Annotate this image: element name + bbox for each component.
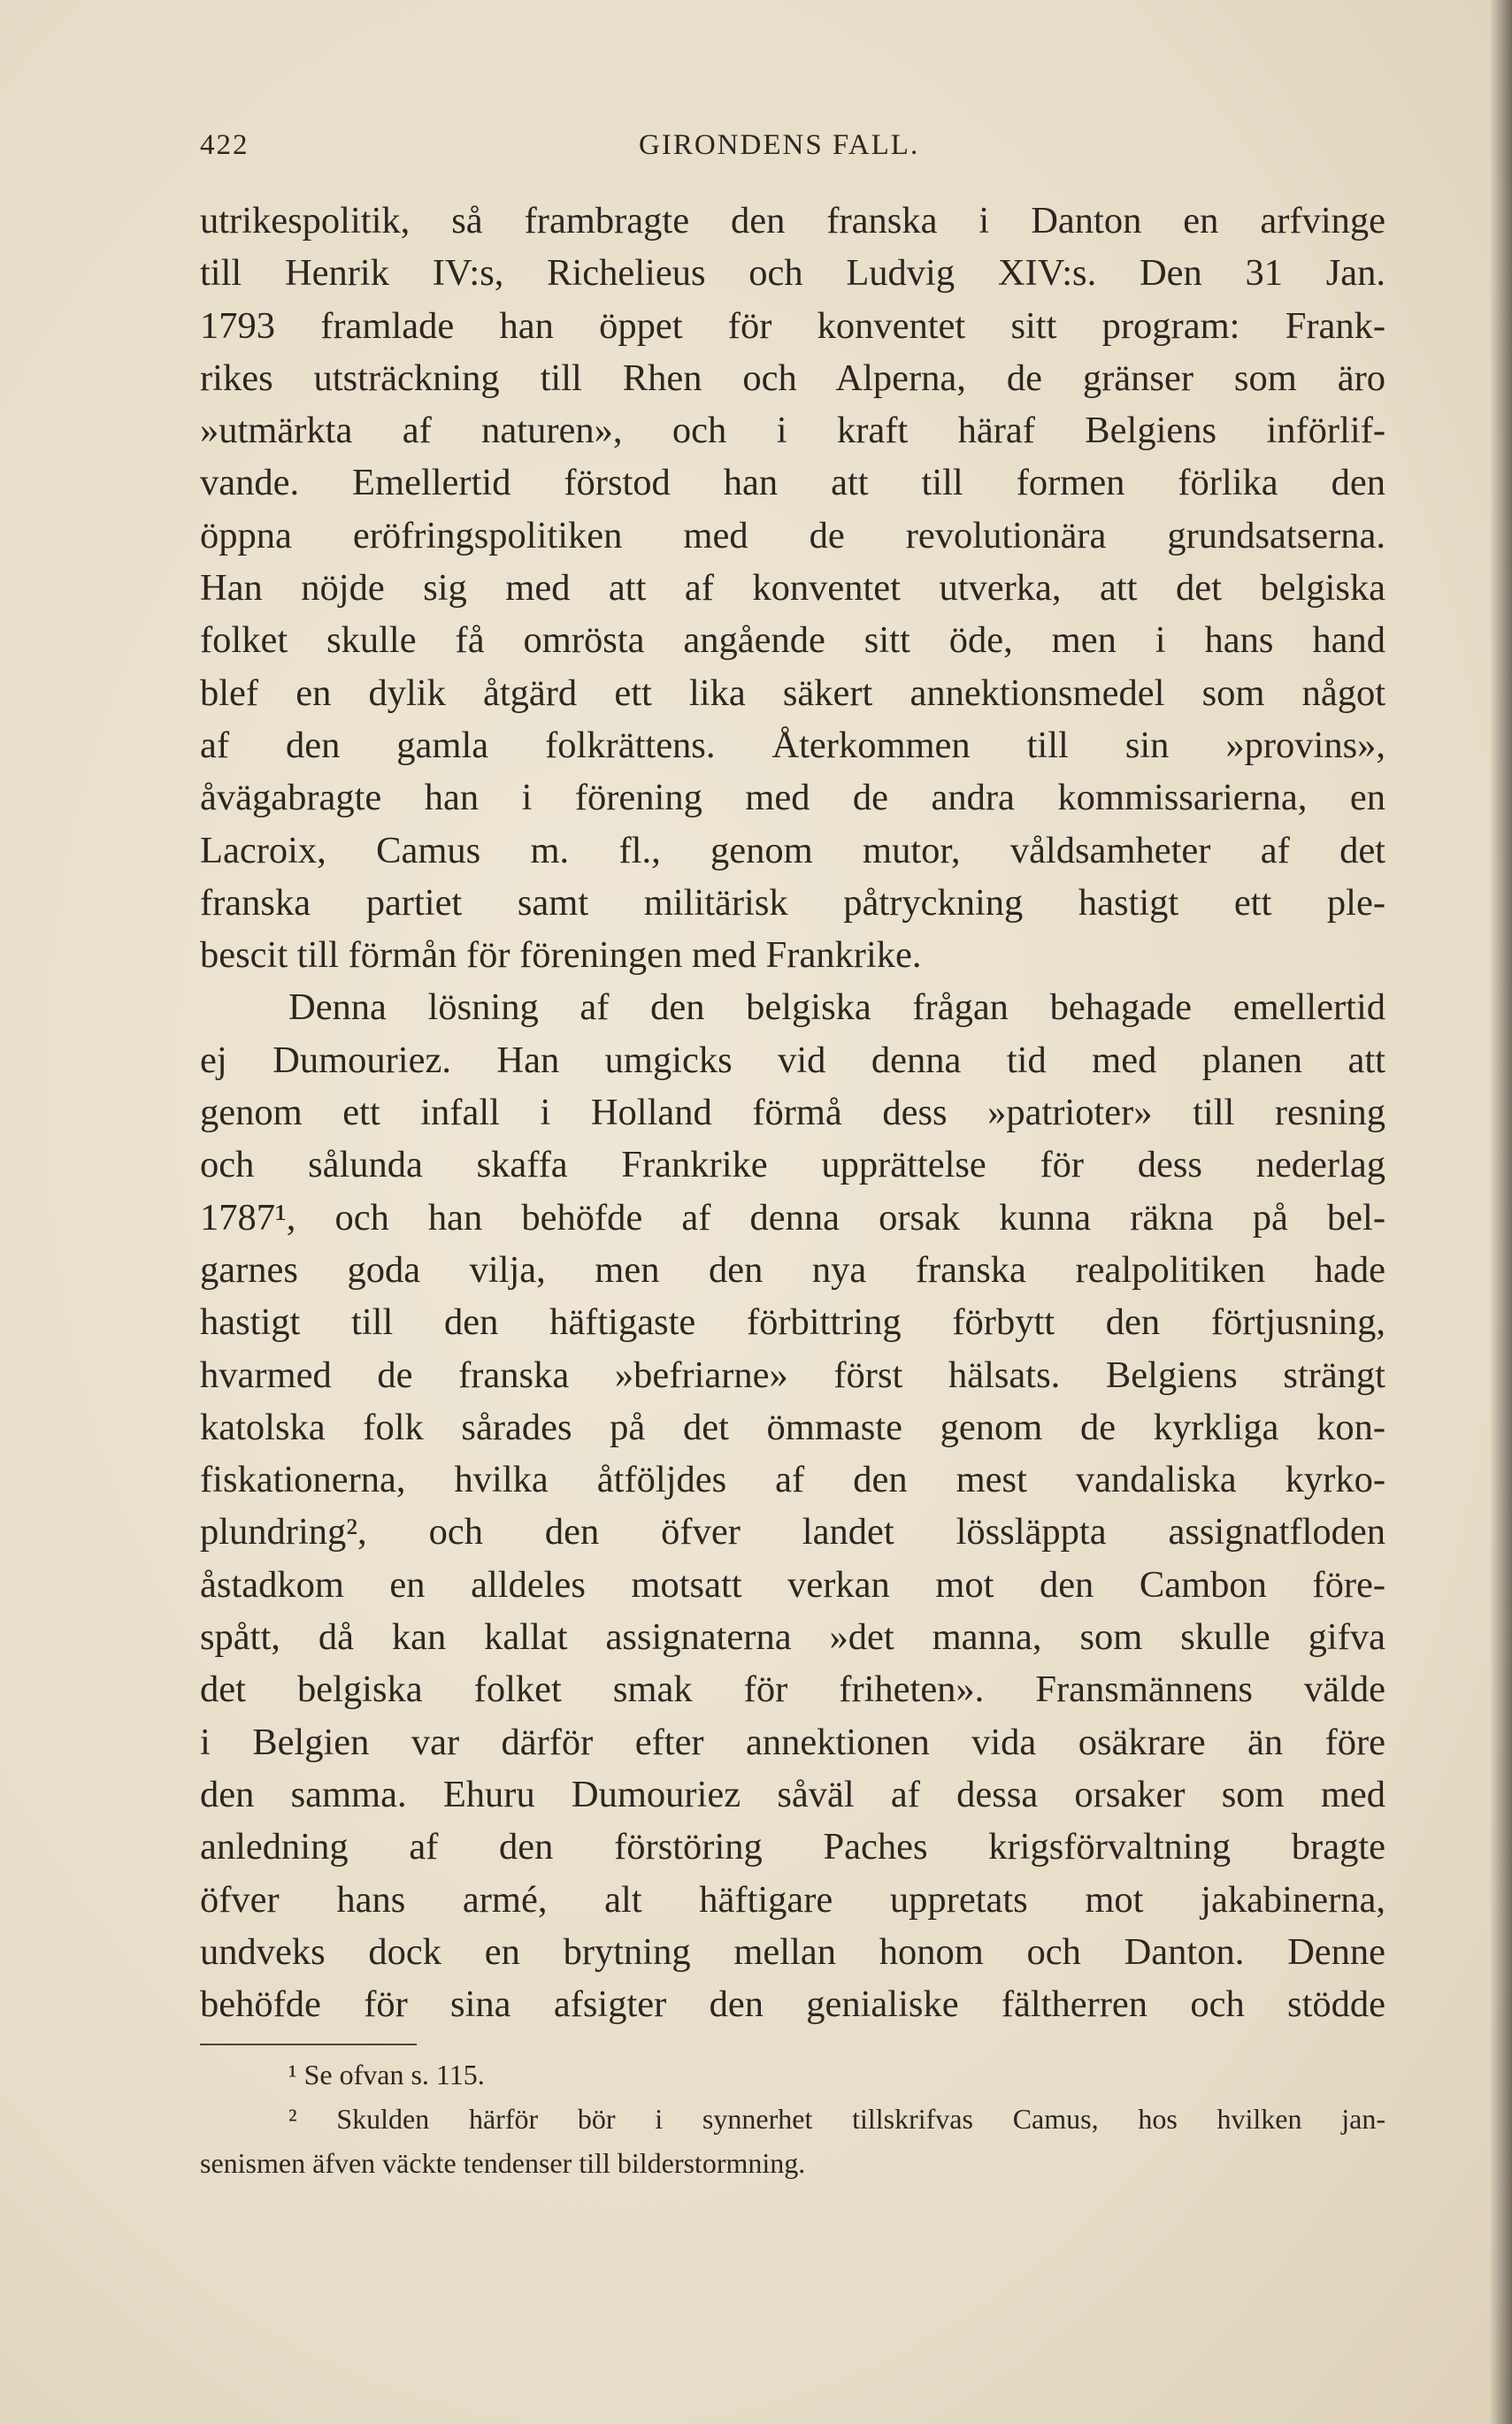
text-line: åvägabragte han i förening med de andra kommissarierna, en (200, 777, 1385, 819)
text-line: bescit till förmån för föreningen med Frankrike. (200, 934, 922, 977)
text-line: anledning af den förstöring Paches krigsförvaltning bragte (200, 1826, 1385, 1868)
footnote: ² Skulden härför bör i synnerhet tillskrifvas Camus, hos hvilken jan- (288, 2103, 1385, 2135)
text-line: behöfde för sina afsigter den genialiske fältherren och stödde (200, 1983, 1385, 2026)
running-head: GIRONDENS FALL. (639, 129, 920, 161)
text-line: garnes goda vilja, men den nya franska realpolitiken hade (200, 1248, 1385, 1291)
text-line: genom ett infall i Holland förmå dess »patrioter» till resning (200, 1092, 1385, 1134)
body-text (200, 195, 1385, 2030)
page-header (200, 129, 1385, 173)
text-line: åstadkom en alldeles motsatt verkan mot den Cambon före- (200, 1563, 1385, 1606)
text-line: folket skulle få omrösta angående sitt öde, men i hans hand (200, 619, 1385, 662)
text-line: fiskationerna, hvilka åtföljdes af den mest vandaliska kyrko- (200, 1459, 1385, 1501)
text-line: 1793 framlade han öppet för konventet sitt program: Frank- (200, 304, 1385, 347)
text-line: af den gamla folkrättens. Återkommen till sin »provins», (200, 724, 1385, 766)
text-line: rikes utsträckning till Rhen och Alperna, de gränser som äro (200, 357, 1385, 399)
text-line: undveks dock en brytning mellan honom och Danton. Denne (200, 1930, 1385, 1973)
text-line: franska partiet samt militärisk påtryckning hastigt ett ple- (200, 881, 1385, 924)
text-line: Denna lösning af den belgiska frågan behagade emellertid (288, 986, 1385, 1029)
text-line: katolska folk sårades på det ömmaste genom de kyrkliga kon- (200, 1406, 1385, 1448)
text-line: till Henrik IV:s, Richelieus och Ludvig XIV:s. Den 31 Jan. (200, 252, 1385, 295)
text-line: Han nöjde sig med att af konventet utverka, att det belgiska (200, 567, 1385, 610)
text-line: 1787¹, och han behöfde af denna orsak kunna räkna på bel- (200, 1196, 1385, 1239)
page-number: 422 (200, 129, 249, 161)
text-line: ej Dumouriez. Han umgicks vid denna tid med planen att (200, 1039, 1385, 1081)
text-line: och sålunda skaffa Frankrike upprättelse för dess nederlag (200, 1144, 1385, 1186)
text-line: blef en dylik åtgärd ett lika säkert annektionsmedel som något (200, 671, 1385, 714)
text-line: spått, då kan kallat assignaterna »det manna, som skulle gifva (200, 1616, 1385, 1659)
text-line: öppna eröfringspolitiken med de revolutionära grundsatserna. (200, 514, 1385, 556)
footnote-continuation: senismen äfven väckte tendenser till bilderstormning. (200, 2147, 806, 2179)
page-edge-shadow (1489, 0, 1512, 2424)
text-line: hastigt till den häftigaste förbittring förbytt den förtjusning, (200, 1301, 1385, 1344)
footnotes (200, 2052, 1385, 2185)
footnote: ¹ Se ofvan s. 115. (288, 2059, 485, 2090)
text-line: vande. Emellertid förstod han att till formen förlika den (200, 462, 1385, 504)
text-line: öfver hans armé, alt häftigare uppretats mot jakabinerna, (200, 1878, 1385, 1921)
text-line: hvarmed de franska »befriarne» först hälsats. Belgiens strängt (200, 1354, 1385, 1396)
text-line: plundring², och den öfver landet lössläppta assignatfloden (200, 1511, 1385, 1553)
footnote-rule (200, 2044, 417, 2045)
text-line: »utmärkta af naturen», och i kraft häraf Belgiens införlif- (200, 410, 1385, 452)
text-line: utrikespolitik, så frambragte den franska i Danton en arfvinge (200, 200, 1385, 242)
text-line: den samma. Ehuru Dumouriez såväl af dessa orsaker som med (200, 1773, 1385, 1815)
text-line: i Belgien var därför efter annektionen vida osäkrare än före (200, 1721, 1385, 1763)
text-line: Lacroix, Camus m. fl., genom mutor, våldsamheter af det (200, 829, 1385, 871)
text-line: det belgiska folket smak för friheten». Fransmännens välde (200, 1668, 1385, 1711)
